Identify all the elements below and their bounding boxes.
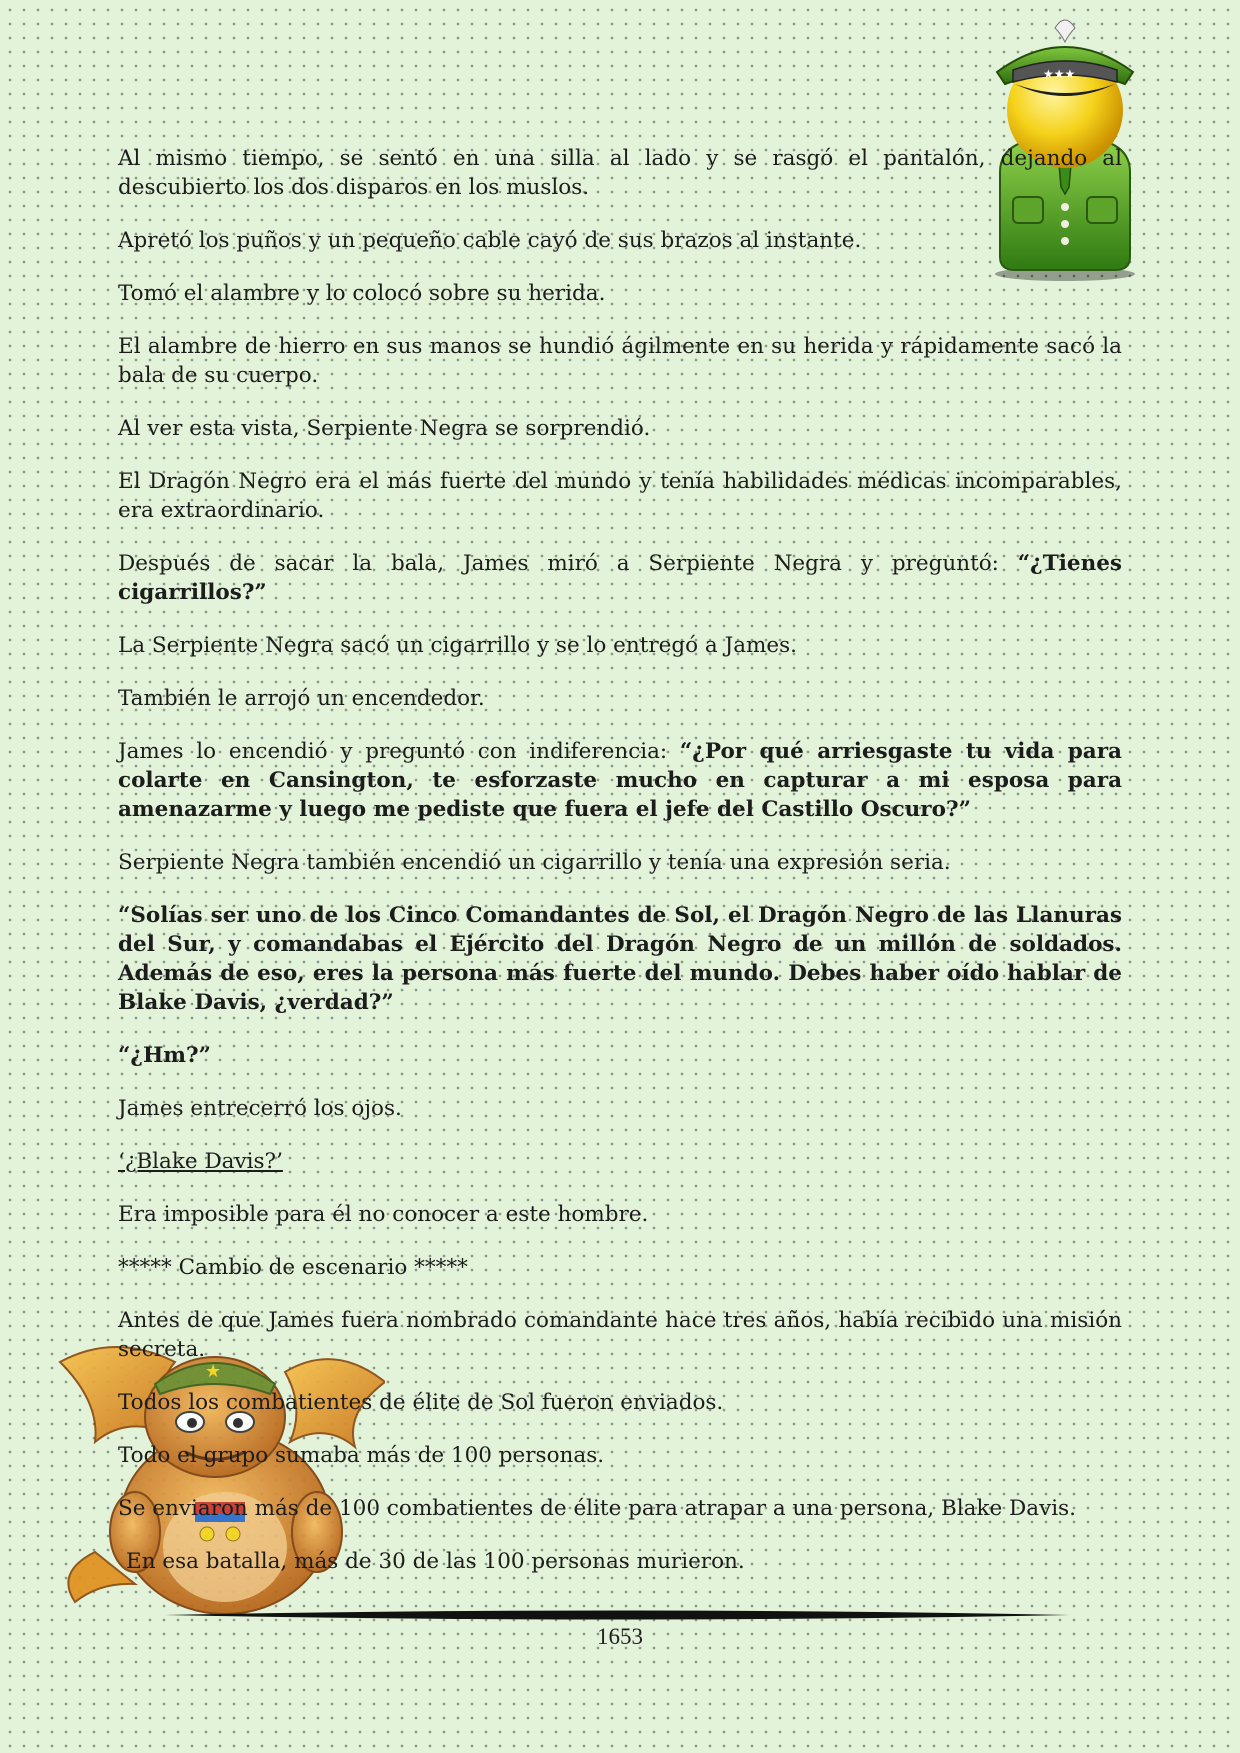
paragraph: Todo el grupo sumaba más de 100 personas.	[118, 1443, 605, 1468]
paragraph: Todos los combatientes de élite de Sol fueron enviados.	[118, 1390, 724, 1415]
paragraph: Se enviaron más de 100 combatientes de élite para atrapar a una persona, Blake Davis.	[118, 1496, 1076, 1521]
paragraph: James entrecerró los ojos.	[118, 1096, 402, 1121]
paragraph: Serpiente Negra también encendió un cigarrillo y tenía una expresión seria.	[118, 850, 951, 875]
paragraph: Antes de que James fuera nombrado comandante hace tres años, había recibido una misión secreta.	[118, 1308, 1122, 1362]
paragraph: En esa batalla, más de 30 de las 100 personas murieron.	[126, 1549, 745, 1574]
paragraph: Apretó los puños y un pequeño cable cayó de sus brazos al instante.	[118, 228, 862, 253]
narration-text: James lo encendió y preguntó con indiferencia:	[118, 739, 680, 764]
narration-text: Después de sacar la bala, James miró a Serpiente Negra y preguntó:	[118, 551, 1018, 576]
dialogue-paragraph: “¿Hm?”	[118, 1043, 211, 1068]
svg-text:★★★: ★★★	[1043, 67, 1076, 81]
inner-thought-text: ‘¿Blake Davis?’	[118, 1149, 283, 1174]
paragraph: El Dragón Negro era el más fuerte del mundo y tenía habilidades médicas incomparables, era extraordinario.	[118, 469, 1122, 523]
paragraph: El alambre de hierro en sus manos se hundió ágilmente en su herida y rápidamente sacó la bala de su cuerpo.	[118, 334, 1122, 388]
dialogue-text: “¿Por qué arriesgaste tu vida para colarte en Cansington, te esforzaste mucho en capturar a mi esposa para amenazarme y luego me pediste que fuera el jefe del Castillo Oscuro?”	[118, 739, 1122, 822]
paragraph: También le arrojó un encendedor.	[118, 686, 485, 711]
paragraph: Al ver esta vista, Serpiente Negra se sorprendió.	[118, 416, 651, 441]
paragraph: Al mismo tiempo, se sentó en una silla al lado y se rasgó el pantalón, dejando al descubierto los dos disparos en los muslos.	[118, 146, 1122, 200]
paragraph: Era imposible para él no conocer a este hombre.	[118, 1202, 649, 1227]
dialogue-text: “¿Tienes cigarrillos?”	[118, 551, 1122, 605]
footer-divider	[165, 1608, 1070, 1622]
svg-text:★: ★	[205, 1361, 222, 1382]
page-number: 1653	[597, 1624, 643, 1649]
paragraph	[118, 737, 1122, 824]
paragraph	[118, 1147, 1122, 1176]
paragraph	[118, 549, 1122, 607]
paragraph: Tomó el alambre y lo colocó sobre su herida.	[118, 281, 606, 306]
page-text	[118, 144, 1122, 1600]
paragraph: La Serpiente Negra sacó un cigarrillo y se lo entregó a James.	[118, 633, 798, 658]
scene-break: ***** Cambio de escenario *****	[118, 1255, 468, 1280]
dialogue-paragraph: “Solías ser uno de los Cinco Comandantes de Sol, el Dragón Negro de las Llanuras del Sur, y comandabas el Ejército del Dragón Negro de un millón de soldados. Además de eso, eres la persona más fuerte del mundo. Debes haber oído hablar de Blake Davis, ¿verdad?”	[118, 903, 1122, 1015]
